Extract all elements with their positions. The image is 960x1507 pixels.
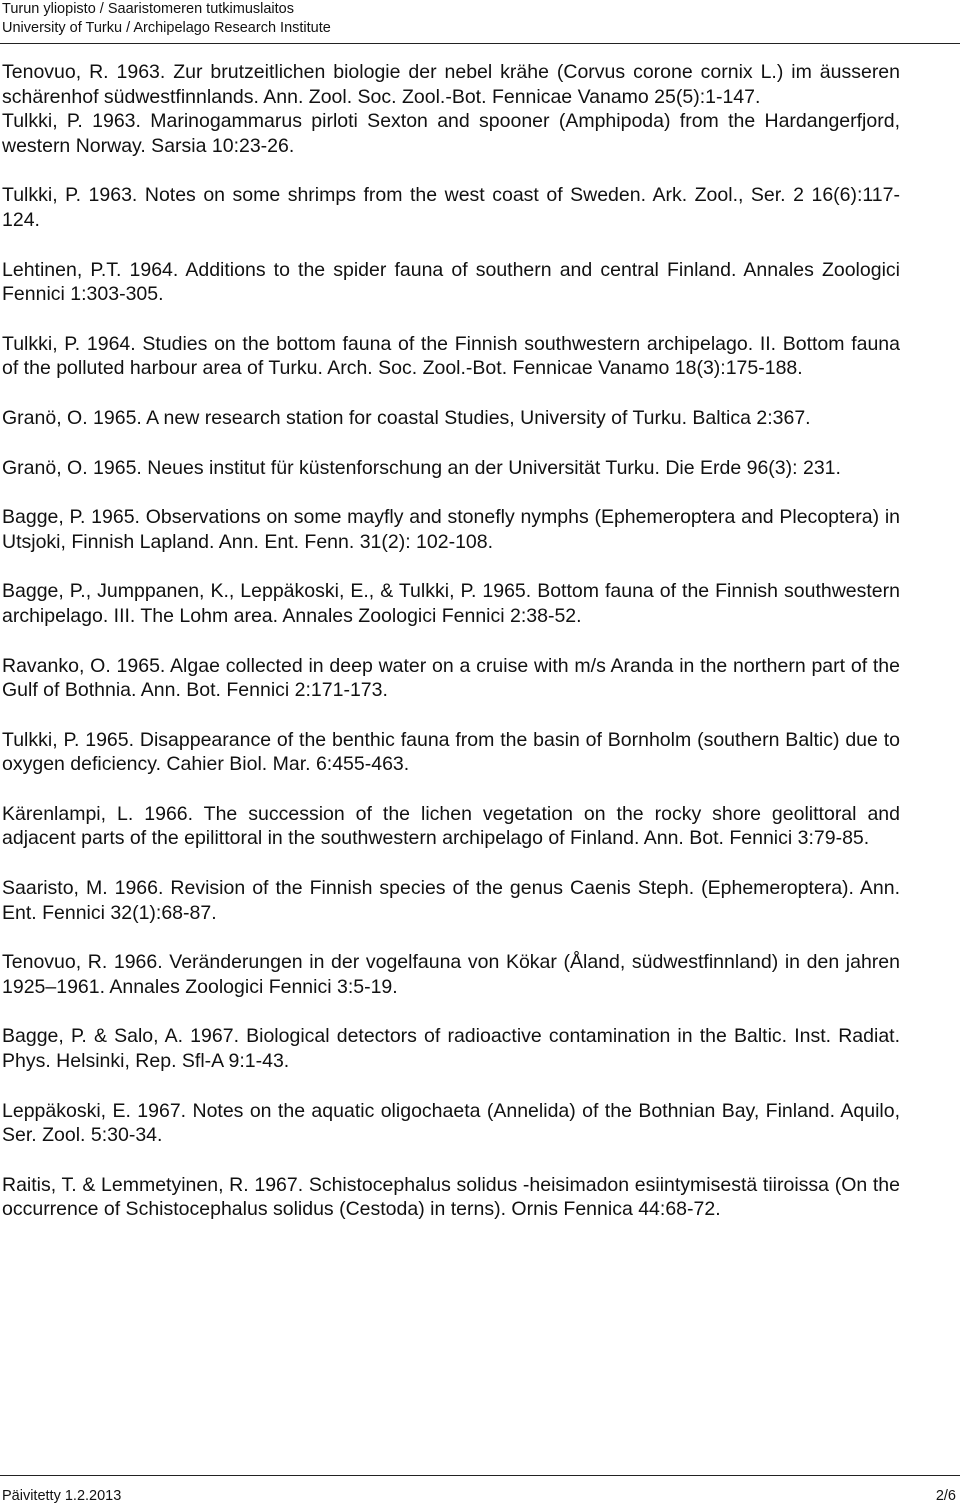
header-institute-finnish: Turun yliopisto / Saaristomeren tutkimuslaitos bbox=[2, 1, 294, 17]
reference-entry: Raitis, T. & Lemmetyinen, R. 1967. Schistocephalus solidus -heisimadon esiintymisestä tiiroissa (On the occurrence of Schistocephalus solidus (Cestoda) in terns). Ornis Fennica 44:68-72. bbox=[2, 1173, 900, 1221]
reference-entry: Tulkki, P. 1963. Marinogammarus pirloti Sexton and spooner (Amphipoda) from the Hardangerfjord, western Norway. Sarsia 10:23-26. bbox=[2, 110, 900, 157]
header-divider bbox=[0, 43, 960, 44]
reference-entry: Ravanko, O. 1965. Algae collected in deep water on a cruise with m/s Aranda in the northern part of the Gulf of Bothnia. Ann. Bot. Fennici 2:171-173. bbox=[2, 654, 900, 702]
reference-entry: Lehtinen, P.T. 1964. Additions to the spider fauna of southern and central Finland. Annales Zoologici Fennici 1:303-305. bbox=[2, 258, 900, 306]
reference-entry: Bagge, P., Jumppanen, K., Leppäkoski, E., & Tulkki, P. 1965. Bottom fauna of the Finnish southwestern archipelago. III. The Lohm area. Annales Zoologici Fennici 2:38-52. bbox=[2, 580, 900, 627]
reference-entry: Bagge, P. 1965. Observations on some mayfly and stonefly nymphs (Ephemeroptera and Plecoptera) in Utsjoki, Finnish Lapland. Ann. Ent. Fenn. 31(2): 102-108. bbox=[2, 506, 900, 553]
footer-divider bbox=[0, 1475, 960, 1476]
reference-entry: Tulkki, P. 1965. Disappearance of the benthic fauna from the basin of Bornholm (southern Baltic) due to oxygen deficiency. Cahier Biol. Mar. 6:455-463. bbox=[2, 728, 900, 776]
reference-entry: Leppäkoski, E. 1967. Notes on the aquatic oligochaeta (Annelida) of the Bothnian Bay, Finland. Aquilo, Ser. Zool. 5:30-34. bbox=[2, 1099, 900, 1147]
reference-entry: Tulkki, P. 1964. Studies on the bottom fauna of the Finnish southwestern archipelago. II. Bottom fauna of the polluted harbour area of Turku. Arch. Soc. Zool.-Bot. Fennicae Vanamo 18(3):175-188. bbox=[2, 332, 900, 380]
footer-updated-date: Päivitetty 1.2.2013 bbox=[2, 1488, 122, 1504]
header-institute-english: University of Turku / Archipelago Research Institute bbox=[2, 20, 331, 36]
footer-page-number: 2/6 bbox=[935, 1488, 956, 1504]
page-header bbox=[2, 0, 952, 38]
reference-list bbox=[2, 60, 900, 1247]
reference-entry: Tenovuo, R. 1963. Zur brutzeitlichen biologie der nebel krähe (Corvus corone cornix L.) im äusseren schärenhof südwestfinnlands. Ann. Zool. Soc. Zool.-Bot. Fennicae Vanamo 25(5):1-147. bbox=[2, 61, 900, 108]
reference-entry: Saaristo, M. 1966. Revision of the Finnish species of the genus Caenis Steph. (Ephemeroptera). Ann. Ent. Fennici 32(1):68-87. bbox=[2, 877, 900, 924]
reference-entry: Kärenlampi, L. 1966. The succession of the lichen vegetation on the rocky shore geolittoral and adjacent parts of the epilittoral in the southwestern archipelago of Finland. Ann. Bot. Fennici 3:79-85. bbox=[2, 802, 900, 850]
reference-entry: Granö, O. 1965. Neues institut für küstenforschung an der Universität Turku. Die Erde 96(3): 231. bbox=[2, 456, 841, 479]
reference-entry: Tulkki, P. 1963. Notes on some shrimps from the west coast of Sweden. Ark. Zool., Ser. 2 16(6):117-124. bbox=[2, 184, 900, 231]
reference-entry: Bagge, P. & Salo, A. 1967. Biological detectors of radioactive contamination in the Baltic. Inst. Radiat. Phys. Helsinki, Rep. Sfl-A 9:1-43. bbox=[2, 1025, 900, 1073]
reference-entry: Granö, O. 1965. A new research station for coastal Studies, University of Turku. Baltica 2:367. bbox=[2, 406, 811, 429]
reference-entry: Tenovuo, R. 1966. Veränderungen in der vogelfauna von Kökar (Åland, südwestfinnland) in den jahren 1925–1961. Annales Zoologici Fennici 3:5-19. bbox=[2, 951, 900, 998]
